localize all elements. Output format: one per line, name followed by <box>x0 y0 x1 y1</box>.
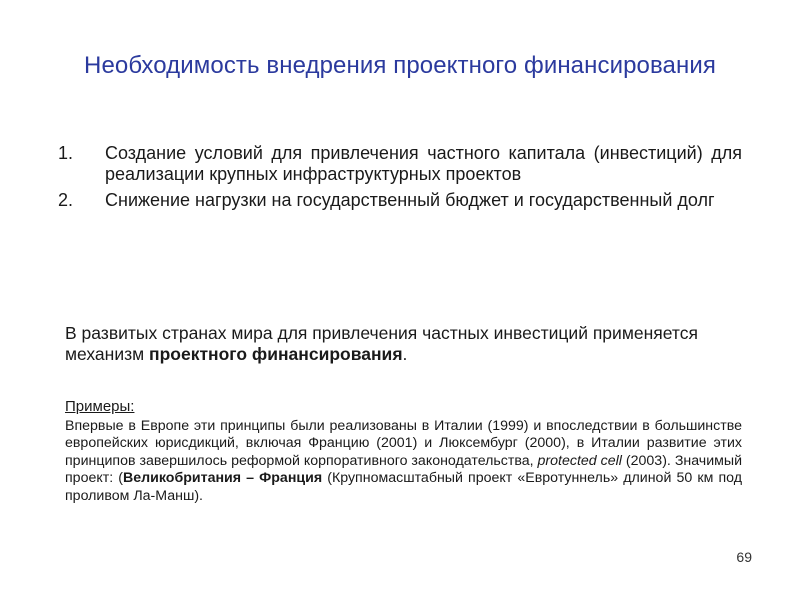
page-number: 69 <box>736 549 752 565</box>
intro-paragraph <box>65 323 745 365</box>
examples-paragraph <box>65 418 742 505</box>
intro-text: В развитых странах мира для привлечения частных инвестиций применяется механизм <box>65 323 698 364</box>
intro-end: . <box>402 344 408 364</box>
goals-list <box>58 143 742 216</box>
examples-italic-term: protected cell <box>537 452 622 469</box>
examples-text-part3: (Крупномасштабный проект «Евротуннель» длиной 50 км под проливом Ла-Манш). <box>65 470 743 504</box>
list-item <box>58 143 742 185</box>
slide-title: Необходимость внедрения проектного финансирования <box>84 52 716 79</box>
examples-heading: Примеры: <box>65 398 135 415</box>
list-item-number: 1. <box>58 143 74 163</box>
list-item-number: 2. <box>58 190 74 210</box>
examples-text-part2: (2003). Значимый проект: ( <box>65 452 742 487</box>
list-item <box>58 190 742 211</box>
list-item-text: Снижение нагрузки на государственный бюджет и государственный долг <box>105 190 715 210</box>
intro-bold-term: проектного финансирования <box>149 344 403 364</box>
list-item-text: Создание условий для привлечения частного капитала (инвестиций) для реализации крупных инфраструктурных проектов <box>105 143 742 184</box>
examples-text-part1: Впервые в Европе эти принципы были реализованы в Италии (1999) и впоследствии в большинстве европейских юрисдикций, включая Францию (2001) и Люксембург (2000), в Италии развитие этих принципов завершилось реформой корпоративного законодательства, <box>65 418 742 469</box>
examples-bold-term: Великобритания – Франция <box>123 470 323 487</box>
